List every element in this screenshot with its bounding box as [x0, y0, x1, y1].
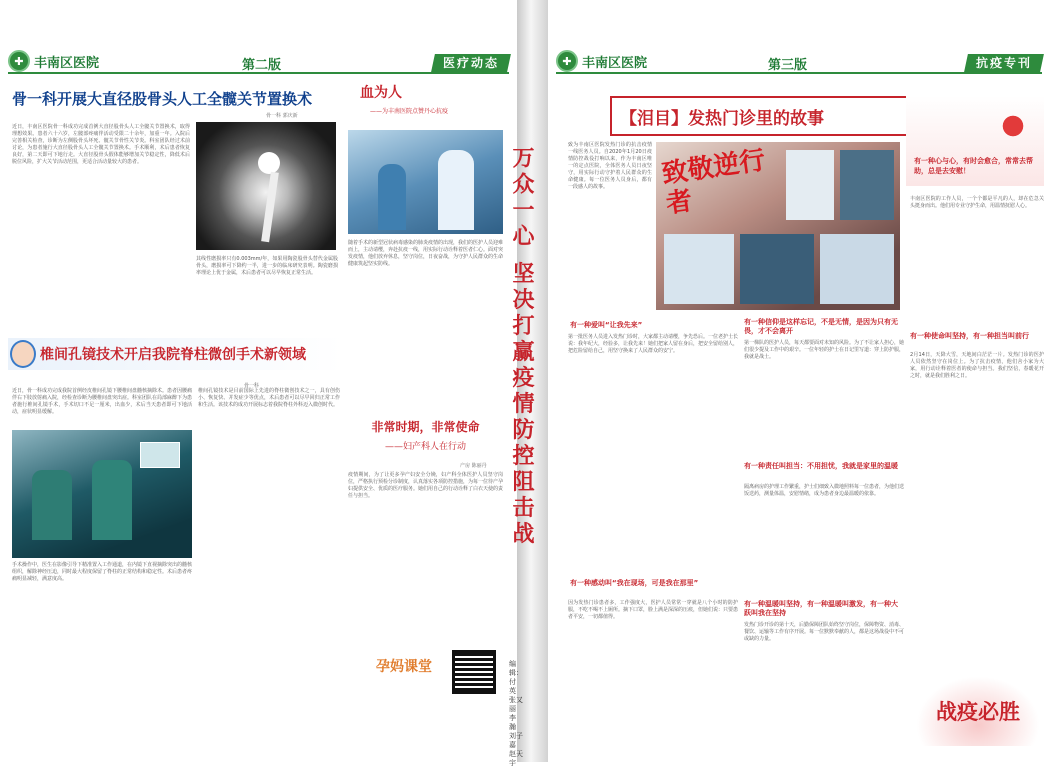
- xray-photo: [196, 122, 336, 250]
- doctor-cartoon-icon: [10, 340, 36, 368]
- article-byline: 骨一科 郭庆新: [266, 113, 298, 119]
- article-subtitle: ——妇产科人在行动: [384, 442, 466, 452]
- article-byline: 骨一科: [244, 383, 260, 389]
- tribute-photo-collage: [656, 142, 900, 310]
- article-body: 近日，骨一科成功完成我院首例经皮椎间孔镜下腰椎间盘髓核摘除术。患者因腰痛伴右下肢放射痛入院，经检查诊断为腰椎间盘突出症。科室团队在局部麻醉下为患者施行椎间孔镜手术，手术切口不足一厘米，出血少，术后当天患者即可下地活动，症状明显缓解。: [12, 388, 193, 415]
- masthead-right: [556, 52, 1042, 74]
- feature-heading: 有一种爱叫“让我先来”: [570, 321, 643, 329]
- article-banner-spine: [8, 338, 343, 370]
- article-title-maternity: 非常时期，非常使命: [371, 420, 480, 434]
- victory-badge: [916, 676, 1040, 746]
- article-header-maternity: [348, 412, 503, 458]
- article-body: 疫情期间，为了让更多孕产妇安全分娩，妇产科全体医护人员坚守岗位，严格执行预检分诊制度，认真落实各项防控措施，为每一位待产孕妇提供安全、优质的医疗服务。她们用自己的行动诠释了白衣天使的责任与担当。: [348, 472, 504, 499]
- feature-heading: 有一种心与心，有时会愈合，常常去帮助，总是去安慰！: [914, 157, 1033, 175]
- article-body: 其线性磨损率只有0.003mm/年，如果用陶瓷股骨头替代金属股骨头，磨损率可下降约一半，进一步的临床研究表明。陶瓷磨损率理论上优于金属，术后患者可以尽早恢复正常生活。: [196, 256, 338, 276]
- masthead-left: [8, 52, 509, 74]
- hospital-name: 丰南区医院: [582, 55, 648, 71]
- article-header-blood: [348, 82, 503, 130]
- edition-label: 第三版: [768, 58, 808, 73]
- hospital-logo: [556, 50, 647, 72]
- surgery-photo: [12, 430, 192, 558]
- qr-code-icon[interactable]: [452, 650, 496, 694]
- feature-heading: 有一种温暖叫坚持，有一种温暖叫激发，有一种大跃叫我在坚持: [744, 600, 898, 617]
- feature-title: 【泪目】发热门诊里的故事: [620, 109, 824, 129]
- feature-body: 丰南区医院的工作人员，一个个都是平凡的人，却在危急关头挺身而出。他们用专业守护生命，用温情抚慰人心。: [910, 196, 1044, 209]
- article-body: 近日，丰南区医院骨一科成功完成首例大直径股骨头人工全髋关节置换术，取得理想效果。患者六十六岁，左髋部疼痛伴活动受限二十余年，加重一年。入院后完善相关检查，诊断为左侧股骨头坏死、髋关节骨性关节炎。科室团队经过术前讨论，为患者施行大直径股骨头人工全髋关节置换术。手术顺利，术后患者恢复良好，第二天即可下地行走。大直径股骨头假体能够增加关节稳定性，降低术后脱位风险，扩大关节活动范围，更适合活动量较大的患者。: [12, 124, 190, 165]
- article-byline: 产房 陈丽丹: [460, 463, 487, 469]
- feature-title-box: [610, 96, 935, 136]
- article-title-blood: 血为人: [360, 85, 402, 101]
- section-tab: 抗疫专刊: [964, 54, 1044, 72]
- feature-body: 隔离病房的护理工作繁重，护士们细致入微地照料每一位患者，为他们送饭送药，测量体温，安慰情绪，成为患者身边最温暖的依靠。: [744, 484, 905, 497]
- feature-heading: 有一种感动叫“我在现场，可是我在那里”: [570, 579, 699, 587]
- feature-heading: 有一种使命叫坚持，有一种担当叫前行: [910, 332, 1029, 340]
- article-body: 椎间孔镜技术是目前国际上先进的脊柱微创技术之一，具有创伤小、恢复快、并发症少等优点，术后患者可以尽早回归正常工作和生活。该技术的成功开展标志着我院脊柱外科迈入微创时代。: [198, 388, 340, 408]
- feature-body: 第一梯队的医护人员，每天都要面对未知的风险。为了不让家人担心，她们很少提及工作中的艰辛。一位年轻的护士在日记里写道：穿上防护服，我就是战士。: [744, 340, 905, 360]
- edition-label: 第二版: [242, 58, 282, 73]
- feature-heading: 有一种信仰是这样忘记，不是无情，是因为只有无畏，才不会离开: [744, 318, 898, 335]
- feature-heading: 有一种责任叫担当：不用担忧，我就是家里的温暖: [744, 462, 898, 470]
- medical-staff-photo: [348, 130, 503, 234]
- article-title-hip: 骨一科开展大直径股骨头人工全髋关节置换术: [12, 90, 313, 108]
- victory-badge-text: 战疫必胜: [936, 699, 1020, 724]
- photo-caption: 致敬逆行者: [660, 145, 768, 220]
- feature-body: 第一批医务人员进入发热门诊时，大家都主动请缨，争先恐后。一位老护士长说：我年纪大，经验多，让我先来！她们把家人留在身后，把安全留给别人，把危险留给自己，用坚守换来了人民群众的安宁。: [568, 334, 739, 354]
- qr-label: 孕妈课堂: [376, 659, 432, 675]
- vertical-slogan: 万众一心 坚决打赢疫情防控阻击战: [509, 146, 535, 548]
- feature-body: 发热门诊开诊的第十天，后勤保障团队始终坚守岗位，保障物资、消毒、餐饮、运输等工作有序开展。每一位默默奉献的人，都是这场战役中不可或缺的力量。: [744, 622, 905, 642]
- feature-body: 因为发热门诊患者多，工作强度大，医护人员常常一穿就是八个小时的防护服，不吃不喝不上厕所。摘下口罩，脸上满是深深的压痕，但她们说：只要患者平安，一切都值得。: [568, 600, 739, 620]
- hospital-name: 丰南区医院: [34, 55, 100, 71]
- editors-block: 编辑：付 英 张又丽 李 瀚 刘子嘉 赵天宇: [509, 660, 523, 767]
- article-title-spine: 椎间孔镜技术开启我院脊柱微创手术新领域: [40, 347, 306, 363]
- feature-intro: 致为丰南区医院发热门诊的抗击疫情一线医务人员。自2020年1月20日疫情防控战役打响以来，作为丰南区唯一的定点医院，全体医务人员日夜坚守，用实际行动守护着人民群众的生命健康。每一位医务人员身后，都有一段感人的故事。: [568, 142, 652, 190]
- hospital-seal-icon: ✚: [556, 50, 578, 72]
- feature-body: 2月14日，天降大雪，天地间白茫茫一片。发热门诊的医护人员依然坚守在岗位上。为了抗击疫情，他们舍小家为大家，用行动诠释着医者的使命与担当。我们坚信，春暖花开之时，就是我们胜利之日。: [910, 352, 1044, 379]
- section-tab: 医疗动态: [431, 54, 511, 72]
- hospital-logo: [8, 50, 99, 72]
- hospital-seal-icon: ✚: [8, 50, 30, 72]
- article-subtitle: ——为丰南医院点赞丹心抗疫: [370, 108, 449, 115]
- page-three: [548, 0, 1050, 762]
- article-body: 随着手术的新型冠状病毒感染的肺炎疫情的出现，我们的医护人员迎难而上，主动请缨，奔赴抗疫一线，用实际行动诠释着医者仁心。面对突发疫情，他们放弃休息，坚守岗位，日夜奋战，为守护人民群众的生命健康筑起坚实防线。: [348, 240, 504, 267]
- article-body: 手术操作中，医生在影像引导下精准置入工作通道，在内镜下直视摘除突出的髓核组织，解除神经压迫，同时最大程度保留了脊柱的正常结构和稳定性。术后患者疼痛明显减轻，满意度高。: [12, 562, 193, 582]
